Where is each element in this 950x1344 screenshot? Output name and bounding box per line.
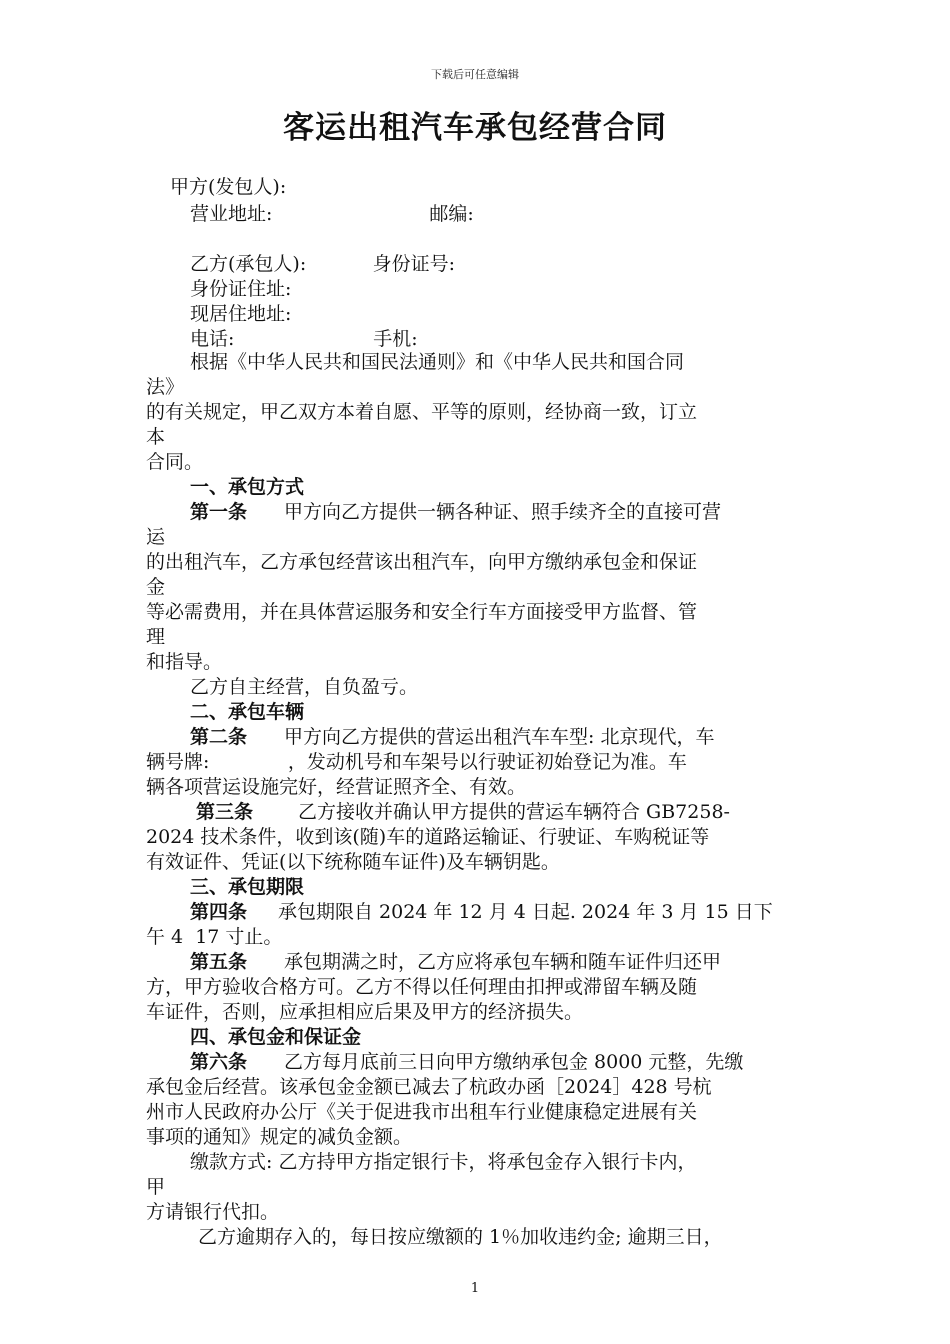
article-text: 事项的通知》规定的减负金额。	[146, 1126, 413, 1148]
article-text: 等必需费用，并在具体营运服务和安全行车方面接受甲方监督、管	[146, 601, 698, 623]
article-text: 辆各项营运设施完好，经营证照齐全、有效。	[146, 776, 527, 798]
article-text: 承包期限自 2024 年 12 月 4 日起. 2024 年 3 月 15 日下	[278, 901, 773, 923]
preamble-line: 合同。	[146, 451, 204, 473]
section-heading: 三、承包期限	[190, 876, 305, 898]
article-text: 2024 技术条件，收到该(随)车的道路运输证、行驶证、车购税证等	[146, 826, 710, 848]
article-text: 午 4 17 寸止。	[146, 926, 283, 948]
party-b-line: 乙方(承包人): 身份证号:	[190, 253, 456, 275]
section-heading: 四、承包金和保证金	[190, 1026, 362, 1048]
article-text: 乙方自主经营，自负盈亏。	[190, 676, 419, 698]
article-text: 乙方逾期存入的，每日按应缴额的 1％加收违约金; 逾期三日，	[198, 1226, 723, 1248]
article-text: 理	[146, 626, 166, 648]
section-heading: 二、承包车辆	[190, 701, 305, 723]
article-text: 甲方向乙方提供一辆各种证、照手续齐全的直接可营	[284, 501, 722, 523]
article-text: 方，甲方验收合格方可。乙方不得以任何理由扣押或滞留车辆及随	[146, 976, 698, 998]
article-text: 乙方每月底前三日向甲方缴纳承包金 8000 元整，先缴	[284, 1051, 744, 1073]
article-label: 第三条	[196, 801, 254, 823]
article-text: 方请银行代扣。	[146, 1201, 280, 1223]
article-label: 第一条	[190, 501, 248, 523]
article-text: 和指导。	[146, 651, 223, 673]
article-text: 甲	[146, 1176, 166, 1198]
article-text: 金	[146, 576, 166, 598]
article-text: 乙方接收并确认甲方提供的营运车辆符合 GB7258-	[298, 801, 730, 823]
article-text: 有效证件、凭证(以下统称随车证件)及车辆钥匙。	[146, 851, 560, 873]
article-text: 缴款方式: 乙方持甲方指定银行卡，将承包金存入银行卡内，	[190, 1151, 697, 1173]
article-label: 第四条	[190, 901, 248, 923]
preamble-line: 的有关规定，甲乙双方本着自愿、平等的原则，经协商一致，订立	[146, 401, 698, 423]
party-a-line: 甲方(发包人):	[170, 176, 287, 198]
article-text: 的出租汽车，乙方承包经营该出租汽车，向甲方缴纳承包金和保证	[146, 551, 698, 573]
business-address-line: 营业地址: 邮编:	[190, 203, 474, 225]
article-label: 第五条	[190, 951, 248, 973]
page-number: 1	[470, 1281, 480, 1296]
article-text: 运	[146, 526, 166, 548]
article-text: 辆号牌: ，发动机号和车架号以行驶证初始登记为准。车	[146, 751, 687, 773]
document-title: 客运出租汽车承包经营合同	[283, 110, 667, 146]
article-text: 甲方向乙方提供的营运出租汽车车型: 北京现代，车	[284, 726, 715, 748]
article-text: 承包期满之时，乙方应将承包车辆和随车证件归还甲	[284, 951, 722, 973]
article-text: 车证件，否则，应承担相应后果及甲方的经济损失。	[146, 1001, 584, 1023]
article-text: 州市人民政府办公厅《关于促进我市出租车行业健康稳定进展有关	[146, 1101, 698, 1123]
header-note: 下载后可任意编辑	[431, 68, 519, 81]
article-label: 第六条	[190, 1051, 248, 1073]
current-address-line: 现居住地址:	[190, 303, 292, 325]
preamble-line: 根据《中华人民共和国民法通则》和《中华人民共和国合同	[190, 351, 685, 373]
preamble-line: 本	[146, 426, 166, 448]
id-address-line: 身份证住址:	[190, 278, 292, 300]
phone-line: 电话: 手机:	[190, 328, 418, 350]
article-label: 第二条	[190, 726, 248, 748]
preamble-line: 法》	[146, 376, 185, 398]
section-heading: 一、承包方式	[190, 476, 305, 498]
article-text: 承包金后经营。该承包金金额已减去了杭政办函［2024］428 号杭	[146, 1076, 712, 1098]
